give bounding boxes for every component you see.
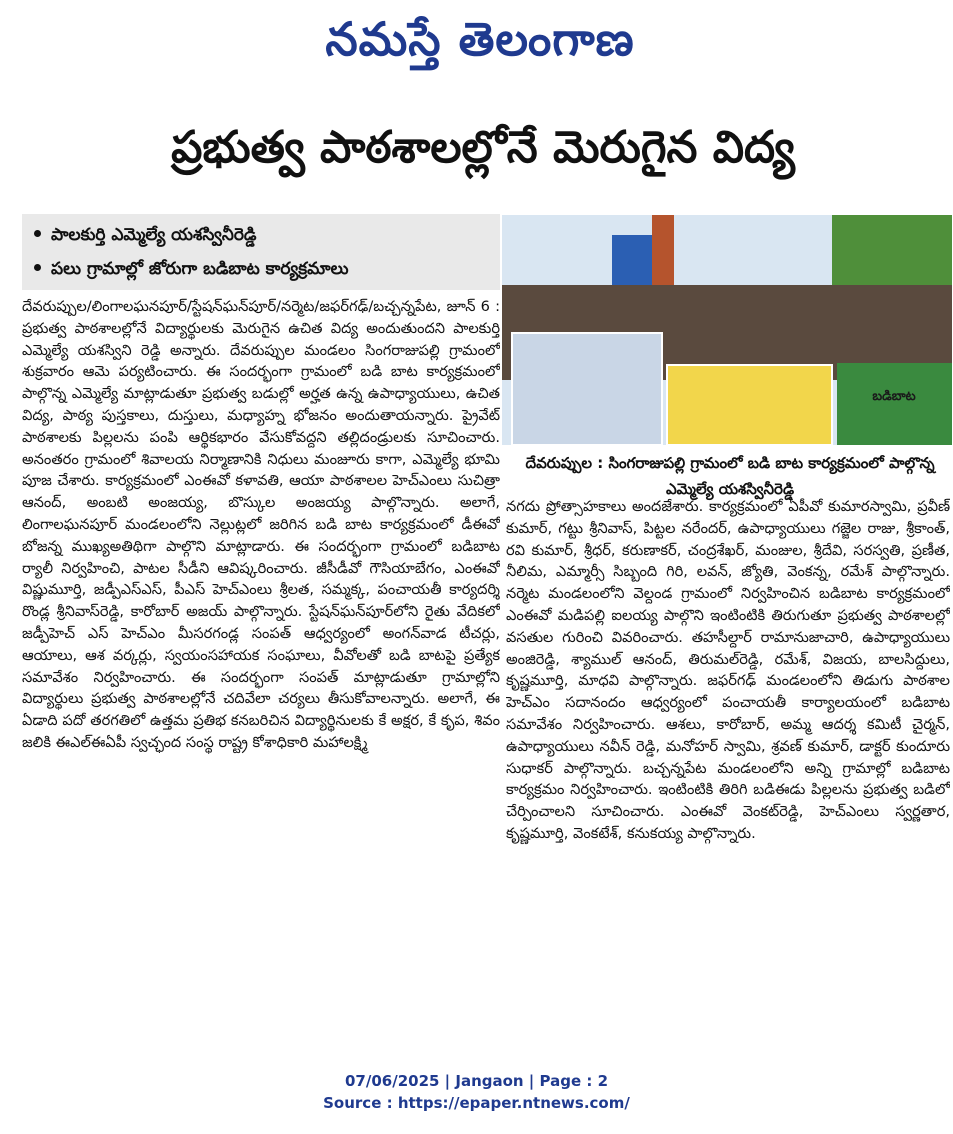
footer-date-edition: 07/06/2025 | Jangaon | Page : 2 [344, 1072, 609, 1090]
article-column-left: దేవరుప్పుల/లింగాలఘనపూర్/స్టేషన్‌ఘన్‌పూర్/నర్మెట/జఫర్‌గఢ్/బచ్చన్నపేట, జూన్ 6 : ప్రభుత్వ పాఠశాలల్లోనే విద్యార్థులకు మెరుగైన ఉచిత విద్య అందుతుందని పాలకుర్తి ఎమ్మెల్యే యశస్విని రెడ్డి అన్నారు. దేవరుప్పుల మండలం సింగరాజుపల్లి గ్రామంలో శుక్రవారం ఆమె పర్యటించారు. ఈ సందర్భంగా గ్రామంలో బడి బాట కార్యక్రమంలో పాల్గొన్న ఎమ్మెల్యే మాట్లాడుతూ ప్రభుత్వ బడుల్లో అర్హత ఉన్న ఉపాధ్యాయులు, ఉచిత విద్య, పాఠ్య పుస్తకాలు, దుస్తులు, మధ్యాహ్న భోజనం అందుతాయన్నారు. ప్రైవేట్ పాఠశాలకు పిల్లలను పంపి ఆర్థికభారం వేసుకోవద్దని తల్లిదండ్రులకు సూచించారు. అనంతరం గ్రామంలో శివాలయ నిర్మాణానికి నిధులు మంజూరు కాగా, ఎమ్మెల్యే భూమి పూజ చేశారు. కార్యక్రమంలో ఎంఈవో కళావతి, ఆయా పాఠశాలల హెచ్‌ఎంలు సుచిత్రా ఆనంద్, అంబటి అంజయ్య, బొస్కుల అంజయ్య పాల్గొన్నారు. అలాగే, లింగాలఘనపూర్ మండలంలోని నెల్లుట్లలో జరిగిన బడి బాట కార్యక్రమంలో డీఈవో బోజన్న ముఖ్యఅతిథిగా పాల్గొని మాట్లాడారు. ఈ సందర్భంగా గ్రామంలో బడిబాట ర్యాలీ నిర్వహించి, పాటల సీడీని ఆవిష్కరించారు. జీసీడీవో గౌసియాబేగం, ఎంఈవో విష్ణుమూర్తి, జడ్పీఎస్‌ఎస్, పీఎస్ హెచ్‌ఎంలు శ్రీలత, సమ్మక్క, పంచాయతీ కార్యదర్శి రొండ్ల శ్రీనివాస్‌రెడ్డి, కారోబార్ అజయ్ పాల్గొన్నారు. స్టేషన్‌ఘన్‌పూర్‌లోని రైతు వేదికలో జడ్పీహెచ్ ఎస్ హెచ్‌ఎం మీసరగండ్ల సంపత్ ఆధ్వర్యంలో అంగన్‌వాడ టీచర్లు, ఆయాలు, ఆశ వర్కర్లు, స్వయంసహాయక సంఘాలు, వీవోలతో బడి బాటపై ప్రత్యేక సమావేశం నిర్వహించారు. ఈ సందర్భంగా సంపత్ మాట్లాడుతూ గ్రామాల్లోని విద్యార్థులు ప్రభుత్వ పాఠశాలల్లోనే చదివేలా చర్యలు తీసుకోవాలన్నారు. అలాగే, ఈ ఏడాది పదో తరగతిలో ఉత్తమ ప్రతిభ కనబరిచిన విద్యార్థినులకు కే అక్షర, కే కృప, శివం జలికి ఈఎల్‌ఈఏపీ స్వచ్ఛంద సంస్థ రాష్ట్ర కోశాధికారి మహాలక్ష్మి [22, 298, 500, 751]
footer-source: Source : https://epaper.ntnews.com/ [323, 1094, 630, 1112]
page-headline: ప్రభుత్వ పాఠశాలల్లోనే మెరుగైన విద్య [171, 122, 795, 173]
subheading-box [22, 214, 500, 290]
event-photo-illustration [502, 215, 952, 445]
bullet-dot-icon [34, 230, 41, 237]
bullet-dot-icon [34, 264, 41, 271]
article-column-right: నగదు ప్రోత్సాహకాలు అందజేశారు. కార్యక్రమంలో ఏపీవో కుమారస్వామి, ప్రవీణ్ కుమార్, గట్టు శ్రీనివాస్, పిట్టల నరేందర్, ఉపాధ్యాయులు గజ్జెల రాజు, శ్రీకాంత్, రవి కుమార్, శ్రీధర్, కరుణాకర్, చంద్రశేఖర్, మంజుల, శ్రీదేవి, సరస్వతి, ప్రణీత, నీలిమ, ఎమ్మార్సీ సిబ్బంది గిరి, లవన్, జ్యోతి, వెంకన్న, రమేశ్ పాల్గొన్నారు. నర్మెట మండలంలోని వెల్దండ గ్రామంలో నిర్వహించిన బడిబాట కార్యక్రమంలో ఎంఈవో మడిపల్లి ఐలయ్య పాల్గొని ఇంటింటికి తిరుగుతూ ప్రభుత్వ పాఠశాలల్లో వసతుల గురించి వివరించారు. తహసీల్దార్ రామానుజాచారి, ఉపాధ్యాయులు అంజిరెడ్డి, శ్యాముల్ ఆనంద్, తిరుమల్‌రెడ్డి, రమేశ్, విజయ, బాలసిద్దులు, కృష్ణమూర్తి, మాధవి పాల్గొన్నారు. జఫర్‌గఢ్ మండలంలోని తిడుగు పాఠశాల హెచ్‌ఎం సదానందం ఆధ్వర్యంలో పంచాయతీ కార్యాలయంలో బడిబాట సమావేశం నిర్వహించారు. ఆశలు, కారోబార్, అమ్మ ఆదర్శ కమిటీ చైర్మన్, ఉపాధ్యాయులు నవీన్ రెడ్డి, మనోహర్ స్వామి, శ్రవణ్ కుమార్, డాక్టర్ కుందూరు సుధాకర్ పాల్గొన్నారు. బచ్చన్నపేట మండలంలోని అన్ని గ్రామాల్లో బడిబాట కార్యక్రమం నిర్వహించారు. ఇంటింటికి తిరిగి బడిఈడు పిల్లలను ప్రభుత్వ బడిలో చేర్పించాలని సూచించారు. ఎంఈవో వెంకట్‌రెడ్డి, హెచ్‌ఎంలు స్వర్ణతార, కృష్ణమూర్తి, వెంకటేశ్, కనుకయ్య పాల్గొన్నారు. [506, 498, 950, 842]
photo-banner-right [837, 363, 952, 445]
photo-poster-left [512, 333, 662, 445]
photo-banner-text: బడిబాట [872, 389, 916, 404]
bullet-text: పాలకుర్తి ఎమ్మెల్యే యశస్వినీరెడ్డి [51, 225, 257, 245]
masthead-logo: నమస్తే తెలంగాణ [325, 12, 635, 66]
news-photo [502, 215, 952, 445]
subheading-bullet [34, 253, 349, 285]
photo-banner-yellow [667, 365, 832, 445]
bullet-text: పలు గ్రామాల్లో జోరుగా బడిబాట కార్యక్రమాలు [51, 259, 349, 279]
subheading-bullet [34, 219, 257, 251]
photo-caption: దేవరుప్పుల : సింగరాజుపల్లి గ్రామంలో బడి బాట కార్యక్రమంలో పాల్గొన్న ఎమ్మెల్యే యశస్వినీరెడ్డి [525, 454, 935, 498]
